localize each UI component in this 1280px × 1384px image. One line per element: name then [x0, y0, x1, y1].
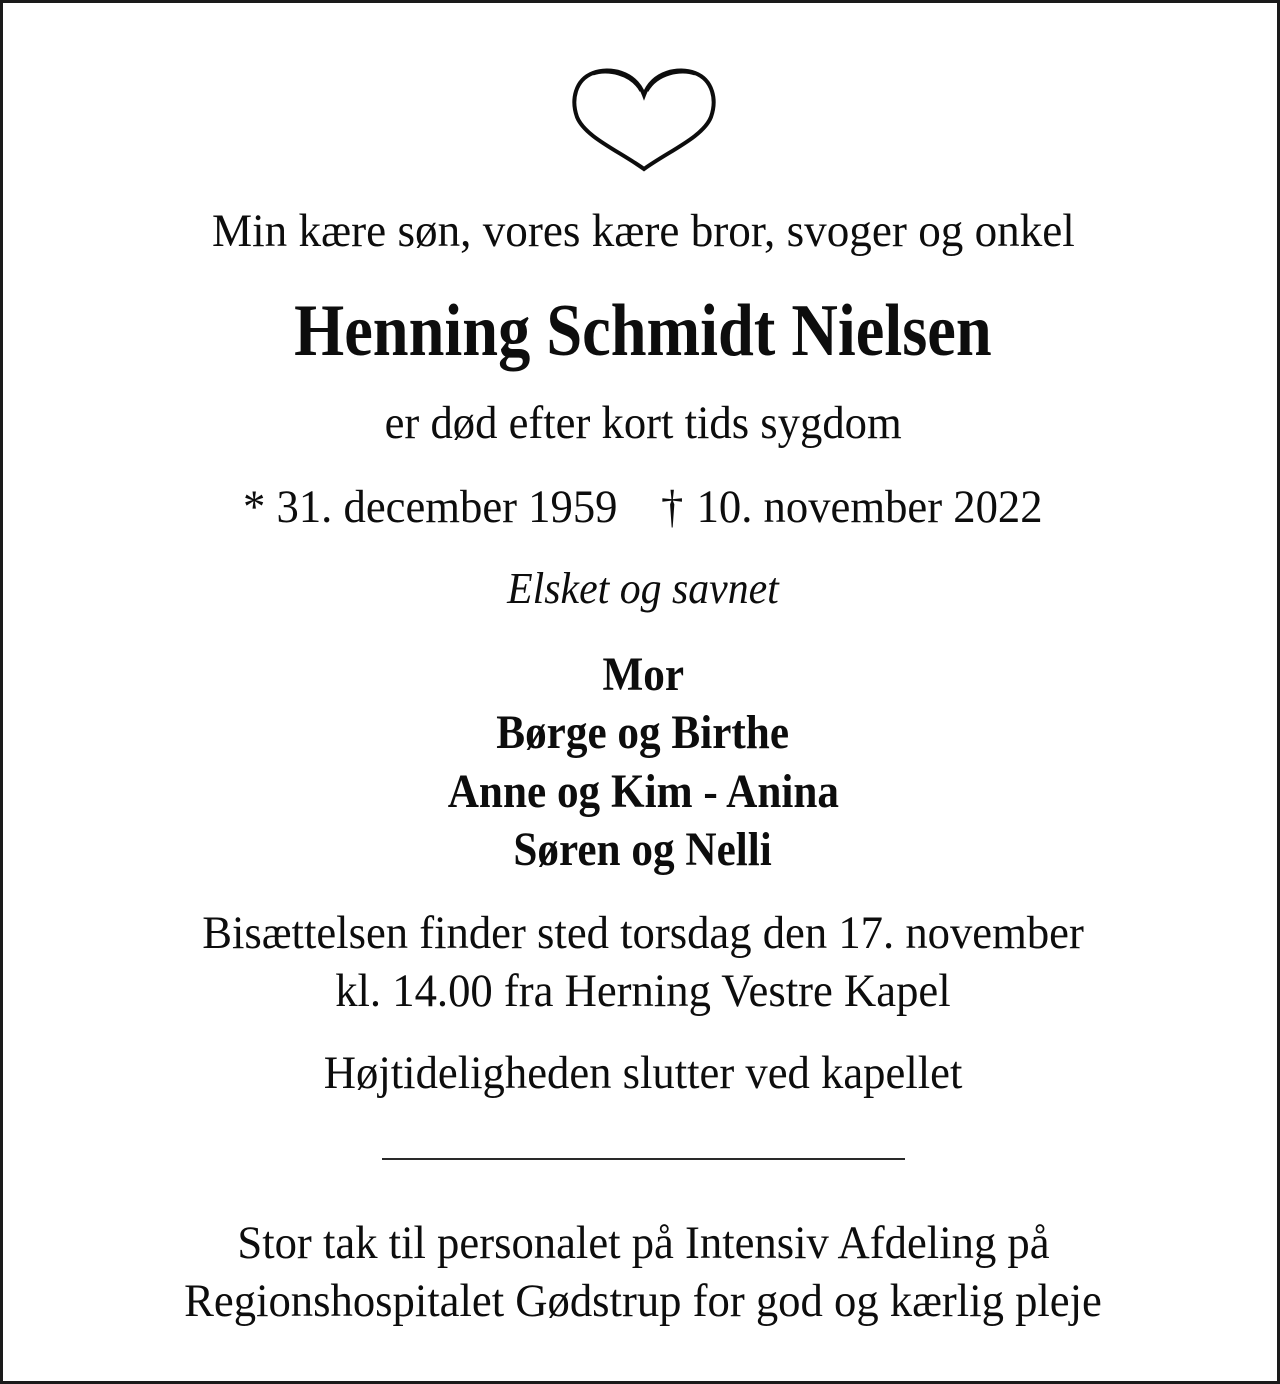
- family-member-line: Børge og Birthe: [496, 706, 790, 759]
- birth-date: 31. december 1959: [276, 481, 618, 533]
- heart-outline-icon: [569, 65, 719, 173]
- dagger-icon: †: [661, 481, 684, 533]
- family-member-line: Anne og Kim - Anina: [447, 765, 839, 818]
- dates-line: [3, 481, 1280, 533]
- intro-line: Min kære søn, vores kære bror, svoger og onkel: [211, 205, 1075, 257]
- status-line: er død efter kort tids sygdom: [384, 397, 902, 449]
- thanks-line: Regionshospitalet Gødstrup for god og kærlig pleje: [184, 1275, 1102, 1327]
- divider: [382, 1158, 905, 1160]
- tagline: Elsket og savnet: [507, 564, 779, 613]
- death-date: 10. november 2022: [696, 481, 1043, 533]
- deceased-name: Henning Schmidt Nielsen: [294, 290, 992, 372]
- service-line: Bisættelsen finder sted torsdag den 17. november: [202, 907, 1084, 959]
- thanks-line: Stor tak til personalet på Intensiv Afdeling på: [236, 1217, 1050, 1269]
- family-member-line: Mor: [602, 648, 684, 701]
- service-line: kl. 14.00 fra Herning Vestre Kapel: [335, 965, 951, 1017]
- ceremony-note: Højtideligheden slutter ved kapellet: [323, 1047, 963, 1099]
- family-member-line: Søren og Nelli: [513, 823, 773, 876]
- birth-symbol: *: [243, 481, 266, 533]
